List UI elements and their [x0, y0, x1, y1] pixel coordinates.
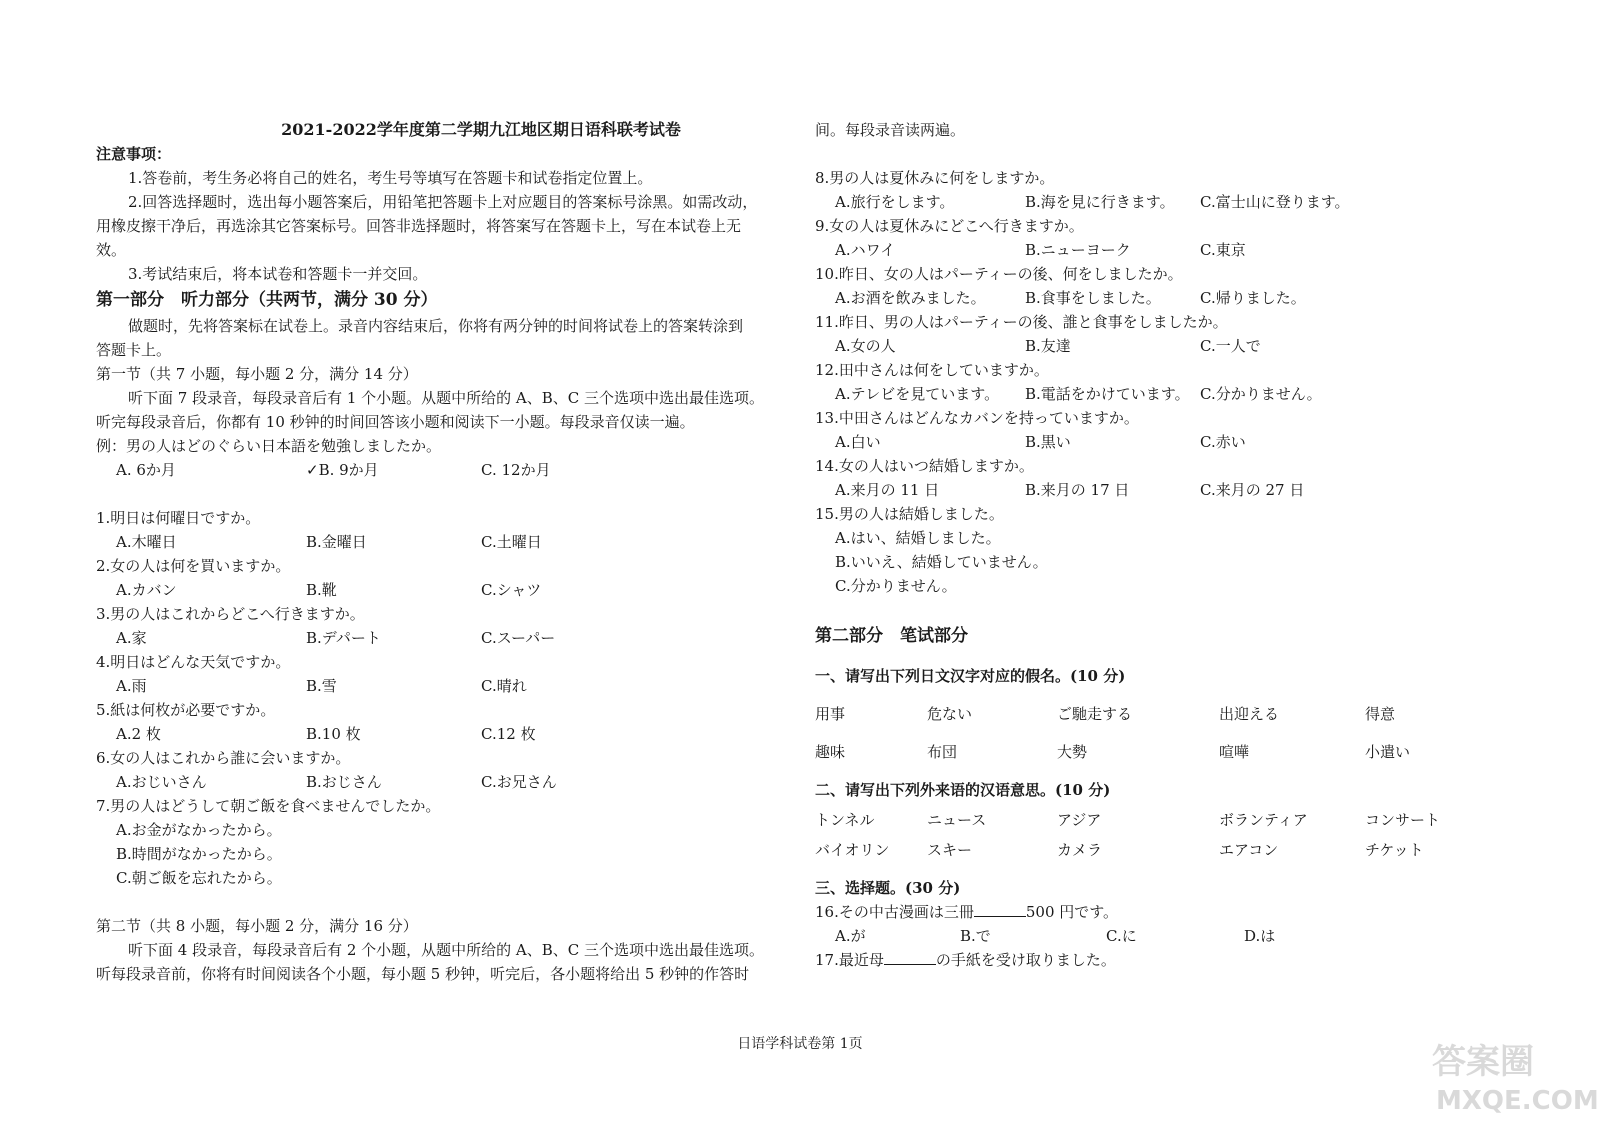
- option-b: B.電話をかけています。: [1025, 385, 1190, 403]
- option-c: C.富士山に登ります。: [1200, 193, 1350, 211]
- question: 14.女の人はいつ結婚しますか。: [815, 457, 1034, 475]
- option-a: A.雨: [116, 677, 147, 695]
- left-column: [96, 118, 786, 986]
- question-text: 17.最近母: [815, 951, 884, 969]
- option-a: A.女の人: [835, 337, 896, 355]
- question: 6.女の人はこれから誰に会いますか。: [96, 749, 351, 767]
- kanji-row: [815, 740, 1535, 764]
- question-text: の手紙を受け取りました。: [935, 951, 1116, 969]
- question: [815, 948, 1535, 972]
- option-c: C.シャツ: [481, 581, 542, 599]
- option-a: A.が: [835, 927, 866, 945]
- question: 4.明日はどんな天気ですか。: [96, 653, 291, 671]
- loanword: チケット: [1365, 841, 1424, 859]
- section1-heading: 第一节（共 7 小题，每小题 2 分，满分 14 分）: [96, 365, 418, 383]
- question: 9.女の人は夏休みにどこへ行きますか。: [815, 217, 1084, 235]
- option-c: C.分かりません。: [835, 577, 957, 595]
- notice-item: 3.考试结束后，将本试卷和答题卡一并交回。: [128, 265, 428, 283]
- option-c: C.土曜日: [481, 533, 542, 551]
- option-c: C.来月の 27 日: [1200, 481, 1305, 499]
- section2-heading: 第二节（共 8 小题，每小题 2 分，满分 16 分）: [96, 917, 418, 935]
- question-options: [815, 238, 1535, 262]
- option-c: C.スーパー: [481, 629, 556, 647]
- option-a: A.カバン: [116, 581, 177, 599]
- notice-heading: 注意事项：: [96, 145, 172, 163]
- page-footer: 日语学科试卷第 1页: [737, 1036, 863, 1052]
- notice-item: 效。: [96, 241, 127, 259]
- option-a: A.おじいさん: [116, 773, 207, 791]
- option-b: B.ニューヨーク: [1025, 241, 1131, 259]
- question: 2.女の人は何を買いますか。: [96, 557, 291, 575]
- option-c: C.12 枚: [481, 725, 536, 743]
- loanword: ボランティア: [1219, 811, 1308, 829]
- option-a: A.2 枚: [116, 725, 161, 743]
- question-options: [815, 924, 1535, 948]
- option-a: A.来月の 11 日: [835, 481, 940, 499]
- kanji-word: 用事: [815, 705, 846, 723]
- kanji-heading: 一、请写出下列日文汉字对应的假名。(10 分): [815, 667, 1126, 685]
- question-options: [815, 478, 1535, 502]
- kanji-word: 喧嘩: [1219, 743, 1250, 761]
- right-column: [815, 118, 1535, 972]
- option-b: B.で: [960, 927, 991, 945]
- notice-item: 用橡皮擦干净后，再选涂其它答案标号。回答非选择题时，将答案写在答题卡上，写在本试卷上无: [96, 217, 742, 235]
- section1-intro: 听下面 7 段录音，每段录音后有 1 个小题。从题中所给的 A、B、C 三个选项中选出最佳选项。: [128, 389, 765, 407]
- option-c: C. 12か月: [481, 461, 551, 479]
- option-c: C.分かりません。: [1200, 385, 1322, 403]
- question-options: [96, 674, 786, 698]
- part1-intro: 答题卡上。: [96, 341, 172, 359]
- loanword: エアコン: [1219, 841, 1279, 859]
- option-a: A. 6か月: [116, 461, 176, 479]
- option-c: C.赤い: [1200, 433, 1246, 451]
- question-options: [815, 334, 1535, 358]
- answer-blank: [884, 949, 936, 965]
- option-b: B.金曜日: [306, 533, 367, 551]
- question-text: 500 円です。: [1025, 903, 1119, 921]
- option-c: C.晴れ: [481, 677, 527, 695]
- option-b: B.友達: [1025, 337, 1071, 355]
- loanword: カメラ: [1057, 841, 1103, 859]
- option-c: C.朝ご飯を忘れたから。: [116, 869, 282, 887]
- question: 15.男の人は結婚しました。: [815, 505, 1004, 523]
- kanji-word: 大勢: [1057, 743, 1088, 761]
- example-question: 例：男の人はどのぐらい日本語を勉強しましたか。: [96, 437, 442, 455]
- kanji-word: 出迎える: [1219, 705, 1280, 723]
- question-text: 16.その中古漫画は三冊: [815, 903, 974, 921]
- kanji-word: 布団: [927, 743, 958, 761]
- watermark-url: MXQE.COM: [1436, 1086, 1599, 1116]
- question-options: [815, 382, 1535, 406]
- option-a: A.家: [116, 629, 147, 647]
- watermark-text: 答案圈: [1432, 1042, 1534, 1082]
- option-c: C.東京: [1200, 241, 1246, 259]
- option-b: B.時間がなかったから。: [116, 845, 282, 863]
- question: 11.昨日、男の人はパーティーの後、誰と食事をしましたか。: [815, 313, 1228, 331]
- option-b-checked: ✓B. 9か月: [306, 461, 379, 479]
- loanword: アジア: [1057, 811, 1102, 829]
- loanword-row: [815, 838, 1535, 862]
- example-options: [96, 458, 786, 482]
- option-c: C.に: [1106, 927, 1137, 945]
- loanword-heading: 二、请写出下列外来语的汉语意思。(10 分): [815, 781, 1111, 799]
- option-a: A.テレビを見ています。: [835, 385, 1000, 403]
- kanji-row: [815, 702, 1535, 726]
- loanword-row: [815, 808, 1535, 832]
- option-b: B.食事をしました。: [1025, 289, 1161, 307]
- loanword: コンサート: [1365, 811, 1441, 829]
- choice-heading: 三、选择题。(30 分): [815, 879, 961, 897]
- option-a: A.はい、結婚しました。: [835, 529, 1001, 547]
- question-options: [96, 722, 786, 746]
- option-b: B.雪: [306, 677, 337, 695]
- answer-blank: [974, 901, 1026, 917]
- question-options: [96, 530, 786, 554]
- option-b: B.来月の 17 日: [1025, 481, 1130, 499]
- option-c: C.お兄さん: [481, 773, 557, 791]
- question: 12.田中さんは何をしていますか。: [815, 361, 1049, 379]
- question: 5.紙は何枚が必要ですか。: [96, 701, 276, 719]
- section1-intro: 听完每段录音后，你都有 10 秒钟的时间回答该小题和阅读下一小题。每段录音仅读一遍。: [96, 413, 695, 431]
- question: [815, 900, 1535, 924]
- option-a: A.白い: [835, 433, 881, 451]
- question: 10.昨日、女の人はパーティーの後、何をしましたか。: [815, 265, 1183, 283]
- notice-item: 2.回答选择题时，选出每小题答案后，用铅笔把答题卡上对应题目的答案标号涂黑。如需改动，: [128, 193, 758, 211]
- part1-heading: 第一部分 听力部分（共两节，满分 30 分）: [96, 290, 438, 310]
- option-c: C.一人で: [1200, 337, 1261, 355]
- option-a: A.お金がなかったから。: [116, 821, 282, 839]
- option-c: C.帰りました。: [1200, 289, 1306, 307]
- option-b: B.いいえ、結婚していません。: [835, 553, 1048, 571]
- exam-title: 2021-2022学年度第二学期九江地区期日语科联考试卷: [281, 120, 681, 139]
- section2-intro: 间。每段录音读两遍。: [815, 121, 966, 139]
- notice-item: 1.答卷前，考生务必将自己的姓名，考生号等填写在答题卡和试卷指定位置上。: [128, 169, 653, 187]
- option-a: A.旅行をします。: [835, 193, 955, 211]
- question: 1.明日は何曜日ですか。: [96, 509, 261, 527]
- kanji-word: 得意: [1365, 705, 1396, 723]
- kanji-word: ご馳走する: [1057, 705, 1133, 723]
- option-b: B.10 枚: [306, 725, 361, 743]
- section2-intro: 听每段录音前，你将有时间阅读各个小题，每小题 5 秒钟，听完后，各小题将给出 5 秒钟的作答时: [96, 965, 750, 983]
- option-d: D.は: [1244, 927, 1276, 945]
- option-b: B.デパート: [306, 629, 381, 647]
- option-b: B.海を見に行きます。: [1025, 193, 1175, 211]
- question-options: [815, 430, 1535, 454]
- question-options: [815, 190, 1535, 214]
- kanji-word: 危ない: [927, 705, 973, 723]
- option-b: B.靴: [306, 581, 337, 599]
- option-a: A.ハワイ: [835, 241, 896, 259]
- loanword: トンネル: [815, 811, 875, 829]
- loanword: スキー: [927, 841, 973, 859]
- option-b: B.おじさん: [306, 773, 382, 791]
- loanword: ニュース: [927, 811, 987, 829]
- option-a: A.お酒を飲みました。: [835, 289, 986, 307]
- watermark-logo-icon: [1428, 1027, 1599, 1117]
- kanji-word: 小遣い: [1365, 743, 1411, 761]
- question: 13.中田さんはどんなカバンを持っていますか。: [815, 409, 1139, 427]
- section2-intro: 听下面 4 段录音，每段录音后有 2 个小题，从题中所给的 A、B、C 三个选项中选出最佳选项。: [128, 941, 765, 959]
- loanword: バイオリン: [815, 841, 890, 859]
- kanji-word: 趣味: [815, 743, 846, 761]
- question-options: [815, 286, 1535, 310]
- option-a: A.木曜日: [116, 533, 177, 551]
- question-options: [96, 770, 786, 794]
- question-options: [96, 578, 786, 602]
- question: 8.男の人は夏休みに何をしますか。: [815, 169, 1055, 187]
- question-options: [96, 626, 786, 650]
- part2-heading: 第二部分 笔试部分: [815, 626, 968, 646]
- part1-intro: 做题时，先将答案标在试卷上。录音内容结束后，你将有两分钟的时间将试卷上的答案转涂到: [128, 317, 744, 335]
- option-b: B.黒い: [1025, 433, 1071, 451]
- question: 3.男の人はこれからどこへ行きますか。: [96, 605, 365, 623]
- question: 7.男の人はどうして朝ご飯を食べませんでしたか。: [96, 797, 441, 815]
